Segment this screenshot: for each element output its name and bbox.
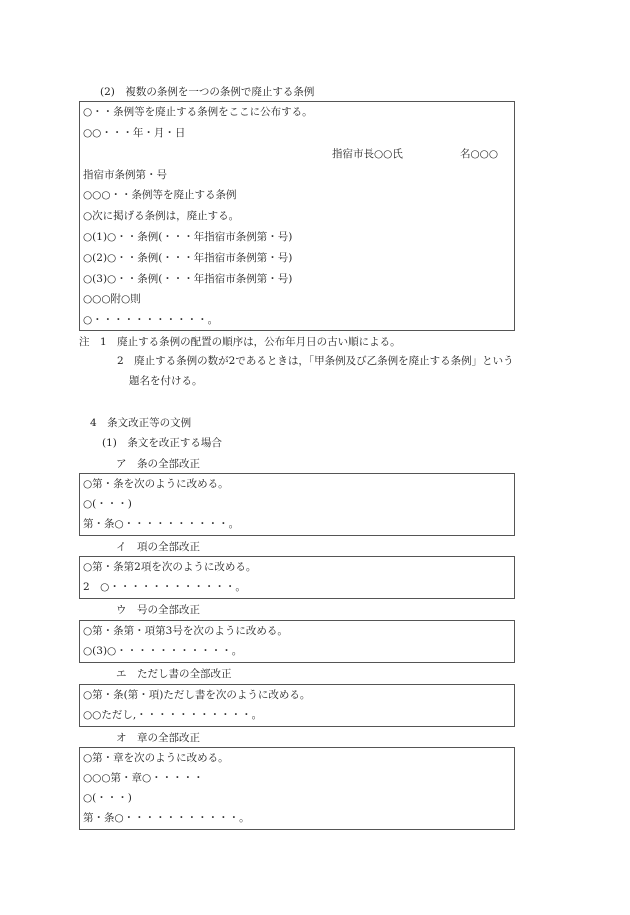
mayor-name: 名○○○ (460, 148, 498, 160)
box-line: ○(・・・) (83, 498, 132, 510)
example-box (79, 473, 515, 536)
mayor-line: 指宿市長○○氏 (332, 148, 403, 160)
section-heading-2: (2) 複数の条例を一つの条例で廃止する条例 (100, 86, 315, 98)
item-label: エ ただし書の全部改正 (116, 668, 232, 680)
box-line: ○(3)○・・条例(・・・年指宿市条例第・号) (83, 273, 293, 285)
box-line: 指宿市条例第・号 (83, 169, 167, 181)
section-heading-4: 4 条文改正等の文例 (90, 417, 192, 429)
box-line: ○・・・・・・・・・・・。 (83, 314, 219, 326)
note-2-continued: 題名を付ける。 (129, 375, 203, 387)
item-label: イ 項の全部改正 (116, 541, 200, 553)
box-line: 第・条○・・・・・・・・・・・。 (83, 812, 250, 824)
box-line: ○第・条第・項第3号を次のように改める。 (83, 625, 288, 637)
ordinance-example-box (79, 101, 515, 331)
box-line: ○○○第・章○・・・・・ (83, 772, 204, 784)
box-line: ○(3)○・・・・・・・・・・・。 (83, 645, 243, 657)
box-line: ○(1)○・・条例(・・・年指宿市条例第・号) (83, 231, 293, 243)
box-line: ○・・条例等を廃止する条例をここに公布する。 (83, 106, 313, 118)
box-line: ○第・条(第・項)ただし書を次のように改める。 (83, 689, 311, 701)
example-box (79, 620, 515, 663)
box-line: ○(2)○・・条例(・・・年指宿市条例第・号) (83, 252, 293, 264)
box-line: 第・条○・・・・・・・・・・。 (83, 518, 240, 530)
box-line: ○(・・・) (83, 792, 132, 804)
note-1: 注 1 廃止する条例の配置の順序は，公布年月日の古い順による。 (79, 336, 401, 348)
box-line: 2 ○・・・・・・・・・・・・。 (83, 581, 246, 593)
box-line: ○○○附○則 (83, 293, 141, 305)
subsection-heading-1: (1) 条文を改正する場合 (102, 437, 222, 449)
item-label: ウ 号の全部改正 (116, 604, 200, 616)
example-box (79, 747, 515, 830)
box-line: ○第・条第2項を次のように改める。 (83, 561, 257, 573)
item-label: ア 条の全部改正 (116, 458, 200, 470)
example-box (79, 684, 515, 727)
box-line: ○○○・・条例等を廃止する条例 (83, 189, 237, 201)
note-2: 2 廃止する条例の数が2であるときは，「甲条例及び乙条例を廃止する条例」という (117, 355, 514, 367)
item-label: オ 章の全部改正 (116, 732, 200, 744)
box-line: ○第・章を次のように改める。 (83, 752, 229, 764)
box-line: ○次に掲げる条例は，廃止する。 (83, 210, 240, 222)
box-line: ○○・・・年・月・日 (83, 127, 186, 139)
box-line: ○第・条を次のように改める。 (83, 478, 229, 490)
example-box (79, 556, 515, 599)
box-line: ○○ただし,・・・・・・・・・・・。 (83, 709, 263, 721)
